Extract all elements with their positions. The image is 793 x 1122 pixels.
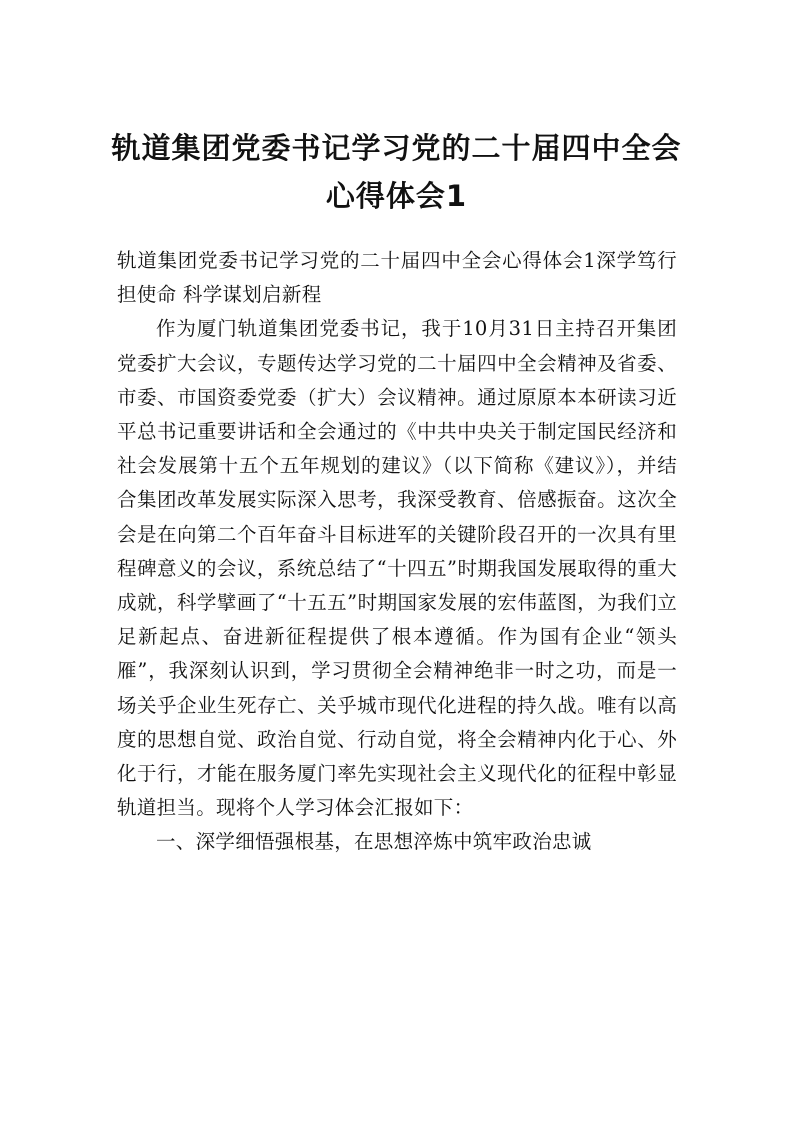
document-subtitle: 轨道集团党委书记学习党的二十届四中全会心得体会1深学笃行担使命 科学谋划启新程: [117, 249, 677, 307]
section-heading-1: 一、深学细悟强根基，在思想淬炼中筑牢政治忠诚: [156, 830, 592, 854]
document-title: 轨道集团党委书记学习党的二十届四中全会心得体会1: [111, 131, 682, 213]
paragraph-intro: 作为厦门轨道集团党委书记，我于10月31日主持召开集团党委扩大会议，专题传达学习党的二十届四中全会精神及省委、市委、市国资委党委（扩大）会议精神。通过原原本本研读习近平总书记重要讲话和全会通过的《中共中央关于制定国民经济和社会发展第十五个五年规划的建议》（以下简称《建议》），并结合集团改革发展实际深入思考，我深受教育、倍感振奋。这次全会是在向第二个百年奋斗目标进军的关键阶段召开的一次具有里程碑意义的会议，系统总结了“十四五”时期我国发展取得的重大成就，科学擘画了“十五五”时期国家发展的宏伟蓝图，为我们立足新起点、奋进新征程提供了根本遵循。作为国有企业“领头雁”，我深刻认识到，学习贯彻全会精神绝非一时之功，而是一场关乎企业生死存亡、关乎城市现代化进程的持久战。唯有以高度的思想自觉、政治自觉、行动自觉，将全会精神内化于心、外化于行，才能在服务厦门率先实现社会主义现代化的征程中彰显轨道担当。现将个人学习体会汇报如下：: [117, 317, 677, 820]
document-body: [117, 244, 677, 860]
